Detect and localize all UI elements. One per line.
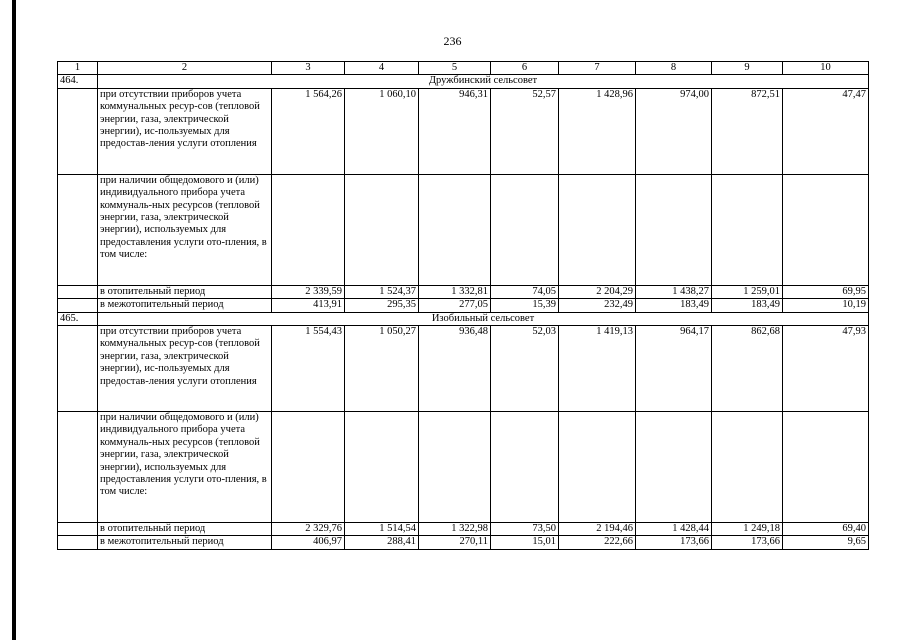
value-cell: 47,47: [783, 88, 869, 174]
table-row: [58, 412, 869, 523]
row-label: при отсутствии приборов учета коммунальных ресур-сов (тепловой энергии, газа, электрической энергии), ис-пользуемых для предостав-ления услуги отопления: [98, 326, 272, 412]
value-cell: 222,66: [559, 536, 636, 549]
binder-edge: [12, 0, 16, 640]
value-cell: [345, 174, 419, 285]
value-cell: 1 419,13: [559, 326, 636, 412]
value-cell: 1 524,37: [345, 285, 419, 298]
value-cell: 1 259,01: [712, 285, 783, 298]
table-row: [58, 174, 869, 285]
table-row: [58, 523, 869, 536]
row-index-cell: [58, 285, 98, 298]
value-cell: 295,35: [345, 299, 419, 312]
section-title: Дружбинский сельсовет: [98, 75, 869, 88]
value-cell: 946,31: [419, 88, 491, 174]
value-cell: 1 428,44: [636, 523, 712, 536]
value-cell: 2 204,29: [559, 285, 636, 298]
value-cell: [491, 412, 559, 523]
table-row: [58, 88, 869, 174]
value-cell: [345, 412, 419, 523]
value-cell: 406,97: [272, 536, 345, 549]
row-index-cell: [58, 174, 98, 285]
value-cell: 52,03: [491, 326, 559, 412]
tariff-table: [57, 61, 869, 550]
value-cell: 9,65: [783, 536, 869, 549]
column-number: 6: [491, 62, 559, 75]
value-cell: [636, 412, 712, 523]
value-cell: [783, 412, 869, 523]
value-cell: 1 438,27: [636, 285, 712, 298]
column-number: 5: [419, 62, 491, 75]
value-cell: [419, 412, 491, 523]
value-cell: 183,49: [636, 299, 712, 312]
value-cell: 1 322,98: [419, 523, 491, 536]
row-label: в отопительный период: [98, 523, 272, 536]
value-cell: 2 329,76: [272, 523, 345, 536]
section-title: Изобильный сельсовет: [98, 312, 869, 325]
value-cell: [712, 174, 783, 285]
value-cell: 232,49: [559, 299, 636, 312]
value-cell: 1 428,96: [559, 88, 636, 174]
column-number: 3: [272, 62, 345, 75]
value-cell: 1 332,81: [419, 285, 491, 298]
value-cell: 270,11: [419, 536, 491, 549]
value-cell: 964,17: [636, 326, 712, 412]
table-row: [58, 299, 869, 312]
page-number: 236: [443, 34, 462, 48]
row-label: в межотопительный период: [98, 536, 272, 549]
row-label: при отсутствии приборов учета коммунальных ресур-сов (тепловой энергии, газа, электрической энергии), ис-пользуемых для предостав-ления услуги отопления: [98, 88, 272, 174]
value-cell: [491, 174, 559, 285]
row-index-cell: [58, 299, 98, 312]
table-row: [58, 326, 869, 412]
section-row: [58, 312, 869, 325]
section-index: 464.: [58, 75, 98, 88]
value-cell: 52,57: [491, 88, 559, 174]
table-row: [58, 285, 869, 298]
value-cell: 872,51: [712, 88, 783, 174]
value-cell: 1 060,10: [345, 88, 419, 174]
column-number: 10: [783, 62, 869, 75]
column-number: 1: [58, 62, 98, 75]
value-cell: [419, 174, 491, 285]
value-cell: 1 554,43: [272, 326, 345, 412]
value-cell: [712, 412, 783, 523]
value-cell: [272, 412, 345, 523]
value-cell: [559, 412, 636, 523]
value-cell: [636, 174, 712, 285]
value-cell: 277,05: [419, 299, 491, 312]
column-number: 4: [345, 62, 419, 75]
table-row: [58, 536, 869, 549]
row-index-cell: [58, 536, 98, 549]
row-index-cell: [58, 523, 98, 536]
column-number: 9: [712, 62, 783, 75]
value-cell: 10,19: [783, 299, 869, 312]
value-cell: 15,39: [491, 299, 559, 312]
value-cell: 2 339,59: [272, 285, 345, 298]
column-number: 8: [636, 62, 712, 75]
value-cell: 69,95: [783, 285, 869, 298]
row-label: при наличии общедомового и (или) индивидуального прибора учета коммуналь-ных ресурсов (тепловой энергии, газа, электрической энергии), используемых для предоставления услуги ото-пления, в том числе:: [98, 174, 272, 285]
value-cell: 2 194,46: [559, 523, 636, 536]
column-number-row: [58, 62, 869, 75]
section-index: 465.: [58, 312, 98, 325]
value-cell: 74,05: [491, 285, 559, 298]
value-cell: [783, 174, 869, 285]
value-cell: 47,93: [783, 326, 869, 412]
section-row: [58, 75, 869, 88]
row-label: в межотопительный период: [98, 299, 272, 312]
value-cell: 1 564,26: [272, 88, 345, 174]
value-cell: 1 249,18: [712, 523, 783, 536]
value-cell: 936,48: [419, 326, 491, 412]
value-cell: 1 050,27: [345, 326, 419, 412]
row-label: при наличии общедомового и (или) индивидуального прибора учета коммуналь-ных ресурсов (тепловой энергии, газа, электрической энергии), используемых для предоставления услуги ото-пления, в том числе:: [98, 412, 272, 523]
value-cell: 974,00: [636, 88, 712, 174]
value-cell: 15,01: [491, 536, 559, 549]
column-number: 2: [98, 62, 272, 75]
row-label: в отопительный период: [98, 285, 272, 298]
value-cell: [272, 174, 345, 285]
row-index-cell: [58, 88, 98, 174]
value-cell: 413,91: [272, 299, 345, 312]
value-cell: 288,41: [345, 536, 419, 549]
value-cell: 73,50: [491, 523, 559, 536]
value-cell: 173,66: [636, 536, 712, 549]
row-index-cell: [58, 326, 98, 412]
value-cell: 862,68: [712, 326, 783, 412]
value-cell: 1 514,54: [345, 523, 419, 536]
value-cell: 69,40: [783, 523, 869, 536]
column-number: 7: [559, 62, 636, 75]
value-cell: [559, 174, 636, 285]
row-index-cell: [58, 412, 98, 523]
value-cell: 183,49: [712, 299, 783, 312]
value-cell: 173,66: [712, 536, 783, 549]
